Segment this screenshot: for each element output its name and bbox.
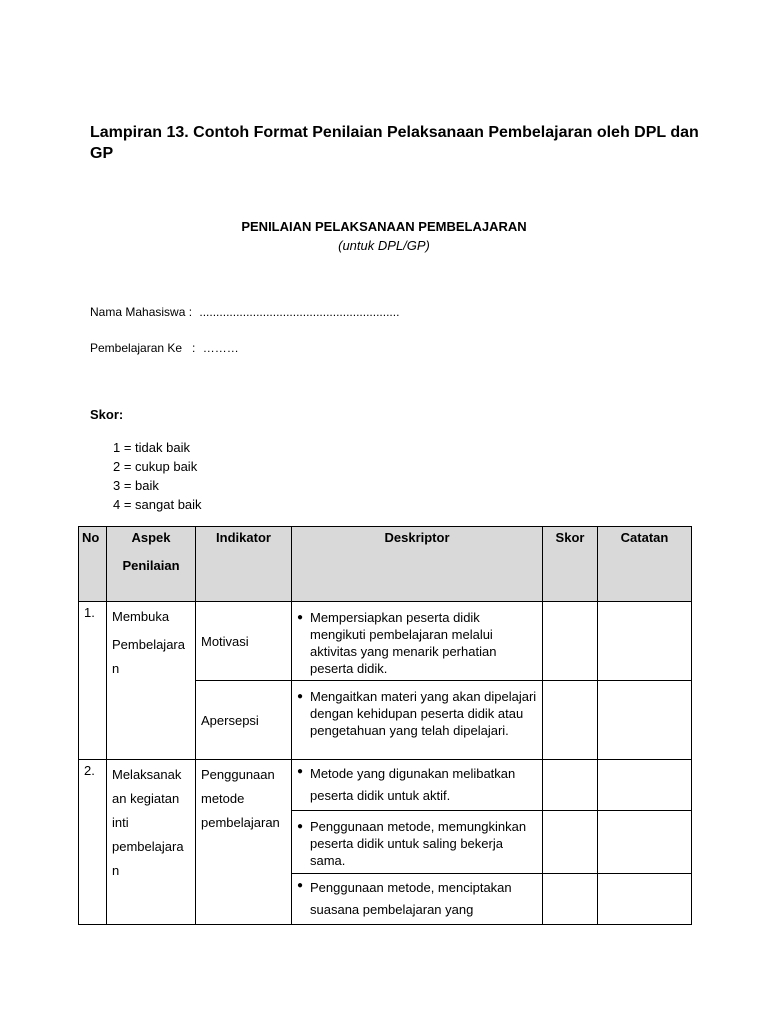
cell-aspek	[107, 602, 196, 760]
aspek-line: n	[112, 661, 120, 676]
header-no: No	[79, 527, 107, 602]
descriptor-text: Penggunaan metode, memungkinkan peserta didik untuk saling bekerja sama.	[310, 819, 527, 868]
header-catatan: Catatan	[598, 527, 692, 602]
cell-skor[interactable]	[543, 681, 598, 760]
cell-catatan[interactable]	[598, 681, 692, 760]
cell-deskriptor	[292, 874, 543, 925]
field-pembelajaran-ke	[90, 341, 239, 355]
skor-title: Skor:	[90, 407, 124, 422]
cell-skor[interactable]	[543, 602, 598, 681]
header-skor: Skor	[543, 527, 598, 602]
field-nama-mahasiswa	[90, 305, 399, 319]
aspek-line: n	[112, 863, 120, 878]
cell-catatan[interactable]	[598, 760, 692, 811]
skor-list	[113, 438, 202, 514]
skor-item: 3 = baik	[113, 478, 159, 493]
table-row	[79, 602, 692, 681]
indikator-line: Penggunaan	[201, 767, 275, 782]
aspek-line: an kegiatan	[112, 791, 180, 806]
aspek-line: pembelajara	[112, 839, 184, 854]
cell-indikator	[196, 760, 292, 925]
field-pembelajaran-label: Pembelajaran Ke :	[90, 341, 196, 355]
descriptor-text: Mempersiapkan peserta didik mengikuti pembelajaran melalui aktivitas yang menarik perhatian peserta didik.	[310, 610, 497, 676]
header-aspek-line: Aspek	[131, 530, 171, 545]
descriptor-text: Metode yang digunakan melibatkan peserta didik untuk aktif.	[310, 766, 516, 803]
header-aspek	[107, 527, 196, 602]
header-deskriptor: Deskriptor	[292, 527, 543, 602]
cell-deskriptor	[292, 811, 543, 874]
skor-item: 1 = tidak baik	[113, 440, 190, 455]
bullet-icon: ●	[297, 766, 304, 777]
cell-catatan[interactable]	[598, 874, 692, 925]
cell-no: 1.	[79, 602, 107, 760]
aspek-line: inti	[112, 815, 129, 830]
indikator-line: metode	[201, 791, 245, 806]
aspek-line: Pembelajara	[112, 637, 185, 652]
cell-catatan[interactable]	[598, 811, 692, 874]
field-nama-label: Nama Mahasiswa :	[90, 305, 193, 319]
cell-no: 2.	[79, 760, 107, 925]
cell-aspek	[107, 760, 196, 925]
field-pembelajaran-value: ………	[202, 341, 239, 355]
skor-item: 2 = cukup baik	[113, 459, 198, 474]
table-row	[79, 760, 692, 811]
form-title: PENILAIAN PELAKSANAAN PEMBELAJARAN	[241, 219, 527, 234]
aspek-line: Membuka	[112, 609, 170, 624]
field-nama-value: ............................................................	[199, 305, 400, 319]
cell-deskriptor	[292, 602, 543, 681]
assessment-table	[78, 526, 692, 925]
table-header-row	[79, 527, 692, 602]
cell-skor[interactable]	[543, 760, 598, 811]
cell-indikator: Motivasi	[196, 602, 292, 681]
cell-skor[interactable]	[543, 811, 598, 874]
form-subtitle: (untuk DPL/GP)	[338, 238, 430, 253]
cell-indikator: Apersepsi	[196, 681, 292, 760]
cell-skor[interactable]	[543, 874, 598, 925]
aspek-line: Melaksanak	[112, 767, 182, 782]
cell-catatan[interactable]	[598, 602, 692, 681]
indikator-line: pembelajaran	[201, 815, 280, 830]
cell-deskriptor	[292, 760, 543, 811]
bullet-icon: ●	[297, 612, 304, 623]
descriptor-text: Penggunaan metode, menciptakan suasana pembelajaran yang	[310, 880, 512, 917]
header-indikator: Indikator	[196, 527, 292, 602]
page-heading: Lampiran 13. Contoh Format Penilaian Pelaksanaan Pembelajaran oleh DPL dan GP	[90, 124, 699, 162]
header-aspek-line: Penilaian	[122, 558, 180, 573]
bullet-icon: ●	[297, 821, 304, 832]
cell-deskriptor	[292, 681, 543, 760]
descriptor-text: Mengaitkan materi yang akan dipelajari dengan kehidupan peserta didik atau pengetahuan yang telah dipelajari.	[310, 689, 537, 738]
bullet-icon: ●	[297, 880, 304, 891]
skor-item: 4 = sangat baik	[113, 497, 202, 512]
bullet-icon: ●	[297, 691, 304, 702]
